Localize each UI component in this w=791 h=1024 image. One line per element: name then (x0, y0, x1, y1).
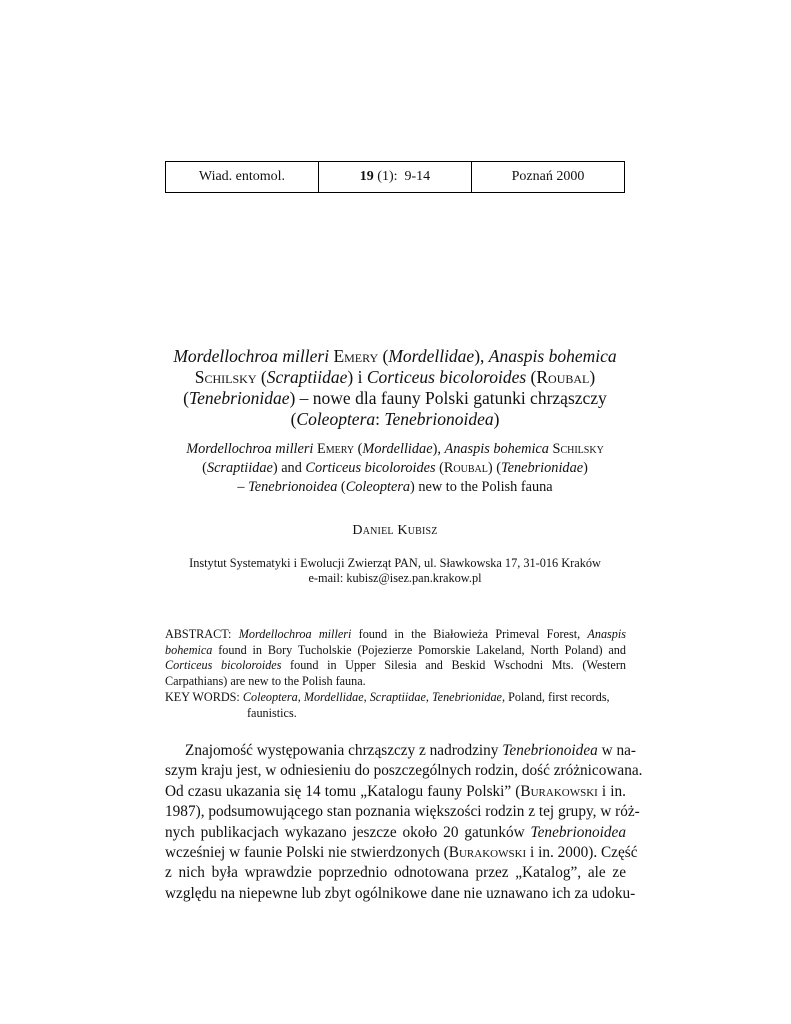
journal-name-text: Wiad. entomol. (198, 169, 286, 184)
title-en-family-2: Scraptiidae (206, 460, 273, 476)
affiliation-address: Instytut Systematyki i Ewolucji Zwierząt PAN, ul. Sławkowska 17, 31-016 Kraków (189, 556, 601, 570)
abstract-text-3: found in Upper Silesia and Beskid Wschodni Mts. (Western Carpathians) are new to the Polish fauna. (165, 658, 626, 688)
volume-cell (319, 162, 472, 192)
title-en-species-1: Mordellochroa milleri (186, 441, 314, 457)
title-pl-species-1: Mordellochroa milleri (173, 346, 330, 366)
title-en-author-3: Roubal (443, 460, 488, 476)
body-text-span: Od czasu ukazania się 14 tomu „Katalogu fauny Polski” ( (165, 782, 521, 800)
body-text-span: wcześniej w faunie Polski nie stwierdzonych ( (165, 844, 449, 862)
body-text-span: Znajomość występowania chrząszczy z nadrodziny (185, 742, 503, 759)
title-en-species-3: Corticeus bicoloroides (305, 460, 436, 476)
issue-pages: (1): 9-14 (373, 169, 431, 184)
body-line: względu na niepewne lub zbyt ogólnikowe dane nie uznawano ich za udoku- (165, 884, 636, 902)
affiliation-email: e-mail: kubisz@isez.pan.krakow.pl (308, 571, 482, 585)
title-english: Mordellochroa milleri Emery (Mordellidae), Anaspis bohemica Schilsky (Scraptiidae) and Corticeus bicoloroides (Roubal) (Tenebrionidae) – Tenebrionoidea (Coleoptera) new to the Polish fauna (186, 441, 604, 495)
body-line: 1987), podsumowującego stan poznania większości rodzin z tej grupy, w róż- (165, 803, 640, 821)
title-pl-family-3: Tenebrionidae (189, 388, 290, 408)
title-en-species-2: Anaspis bohemica (444, 441, 549, 457)
keyword-1: Coleoptera (242, 690, 298, 704)
abstract-text-1: found in the Białowieża Primeval Forest, (351, 627, 588, 641)
title-pl-order: Coleoptera (296, 409, 376, 429)
body-text-span: i in. 2000). Część (526, 844, 638, 862)
title-pl-author-1: Emery (333, 346, 379, 366)
body-text-span: i in. (597, 782, 626, 800)
body-taxon: Tenebrionoidea (530, 823, 626, 841)
keyword-2: Mordellidae (303, 690, 364, 704)
volume-number: 19 (359, 169, 374, 184)
keyword-continuation: faunistics. (247, 705, 297, 720)
title-en-author-2: Schilsky (552, 441, 604, 457)
title-en-text: new to the Polish fauna (414, 479, 553, 495)
place-year-text: Poznań 2000 (511, 169, 585, 184)
body-line (165, 823, 626, 843)
body-text-span: w na- (597, 742, 636, 759)
place-year (472, 162, 624, 192)
title-en-superfamily: Tenebrionoidea (248, 479, 338, 495)
title-en-family-3: Tenebrionidae (500, 460, 584, 476)
keyword-3: Scraptiidae (369, 690, 426, 704)
title-pl-author-3: Roubal (536, 367, 590, 387)
title-pl-text: – nowe dla fauny Polski gatunki chrząszczy (295, 388, 607, 408)
body-text-span: nych publikacjach wykazano jeszcze około 20 gatunków (165, 823, 531, 841)
title-pl-family-2: Scraptiidae (266, 367, 348, 387)
keyword-rest: , Poland, first records, (501, 690, 610, 704)
abstract-species-3: Corticeus bicoloroides (165, 658, 282, 672)
body-line (165, 741, 636, 761)
title-en-order: Coleoptera (345, 479, 411, 495)
abstract-label: ABSTRACT: (165, 627, 239, 641)
title-en-author-1: Emery (316, 441, 355, 457)
keywords: KEY WORDS: Coleoptera, Mordellidae, Scraptiidae, Tenebrionidae, Poland, first records, faunistics. (165, 690, 626, 721)
title-pl-species-2: Anaspis bohemica (488, 346, 617, 366)
body-paragraph (165, 741, 643, 904)
title-pl-family-1: Mordellidae (388, 346, 475, 366)
title-pl-author-2: Schilsky (194, 367, 257, 387)
abstract (165, 627, 626, 689)
keywords-label: KEY WORDS: (165, 690, 243, 704)
affiliation (160, 556, 630, 586)
journal-name (166, 162, 319, 192)
title-en-family-1: Mordellidae (362, 441, 433, 457)
body-line (165, 782, 626, 802)
author-name: Daniel Kubisz (352, 523, 438, 538)
body-taxon: Tenebrionoidea (502, 742, 598, 759)
body-citation-author: Burakowski (448, 844, 527, 862)
abstract-text-2: found in Bory Tucholskie (Pojezierze Pomorskie Lakeland, North Poland) and (212, 642, 626, 657)
journal-header-box (165, 161, 625, 193)
abstract-species-2: Anaspis bohemica (165, 627, 627, 657)
title-pl-superfamily: Tenebrionoidea (384, 409, 494, 429)
body-line: z nich była wprawdzie poprzednio odnotowana przez „Katalog”, ale ze (165, 864, 626, 882)
title-pl-species-3: Corticeus bicoloroides (366, 367, 527, 387)
keyword-4: Tenebrionidae (432, 690, 502, 704)
body-line: szym kraju jest, w odniesieniu do poszczególnych rodzin, dość zróżnicowana. (165, 762, 643, 780)
body-citation-author: Burakowski (520, 782, 598, 800)
title-polish: Mordellochroa milleri Emery (Mordellidae), Anaspis bohemica Schilsky (Scraptiidae) i Corticeus bicoloroides (Roubal) (Tenebrionidae) – nowe dla fauny Polski gatunki chrząszczy (Coleoptera: Tenebrionoidea) (173, 346, 617, 429)
body-line (165, 843, 638, 863)
abstract-species-1: Mordellochroa milleri (238, 627, 352, 641)
